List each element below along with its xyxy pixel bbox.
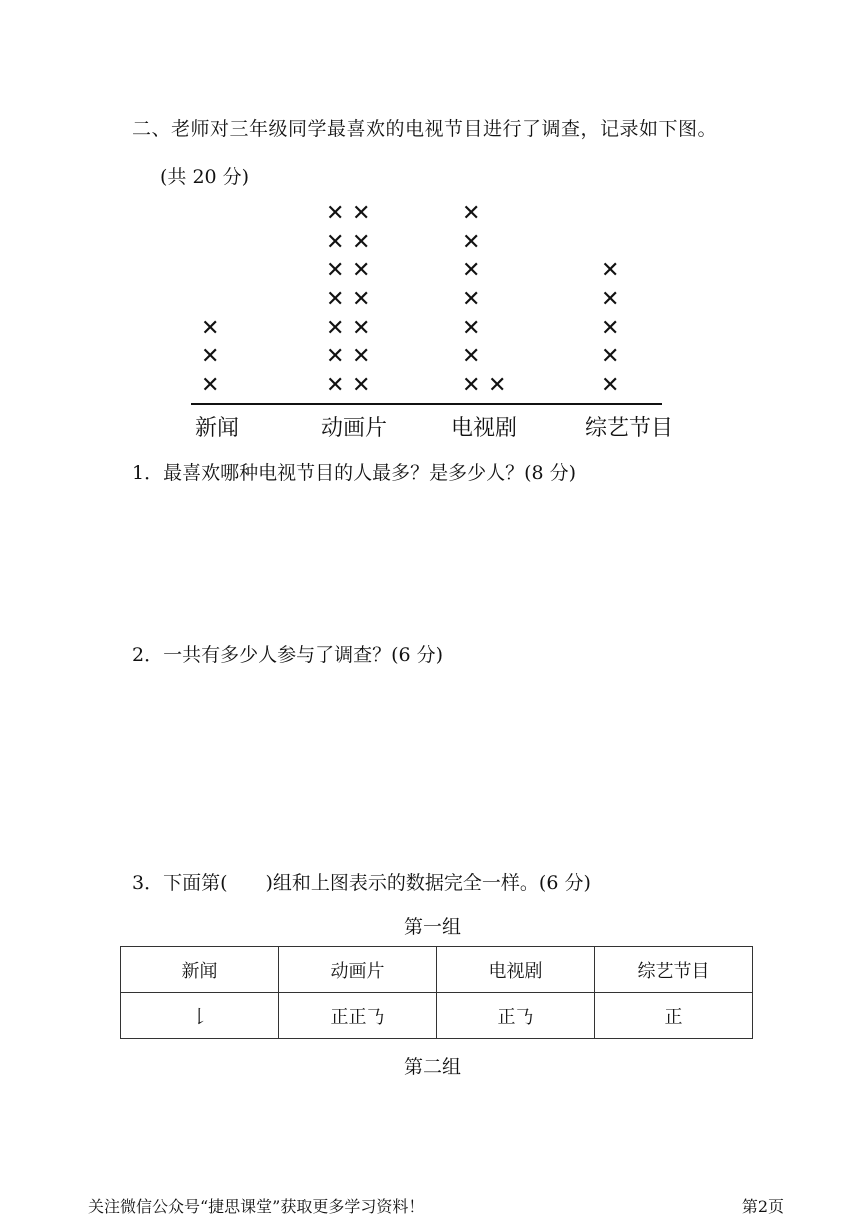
tally-mark: ✕: [462, 315, 481, 341]
table-tally-row: [121, 993, 753, 1039]
tally-mark: ✕: [326, 229, 345, 255]
category-label-cartoon: 动画片: [321, 416, 388, 441]
tally-mark: ✕: [488, 373, 507, 398]
tally-mark: ✕: [326, 344, 345, 370]
tally-mark: ✕: [462, 373, 481, 398]
tally-mark: ✕: [326, 200, 345, 226]
group2-title: 第二组: [404, 1056, 462, 1078]
tally-mark: ✕: [201, 315, 220, 341]
tally-chart: [185, 195, 685, 445]
tally-mark: ✕: [352, 200, 371, 226]
tally-mark: ✕: [352, 258, 371, 284]
sub-question-3: 3．下面第( )组和上图表示的数据完全一样。(6 分): [132, 872, 591, 894]
tally-mark: ✕: [601, 373, 620, 398]
tally-mark: ✕: [326, 373, 345, 398]
footer-promo: 关注微信公众号“捷思课堂”获取更多学习资料！: [88, 1197, 425, 1216]
category-label-news: 新闻: [195, 416, 240, 441]
category-label-variety-show: 综艺节目: [585, 416, 674, 441]
table-header-cell: 电视剧: [437, 947, 595, 993]
table-header-cell: 动画片: [279, 947, 437, 993]
tally-mark: ✕: [352, 373, 371, 398]
category-label-tv-drama: 电视剧: [451, 416, 518, 441]
chart-baseline: [191, 403, 662, 405]
tally-mark: ✕: [462, 286, 481, 312]
table-header-cell: 新闻: [121, 947, 279, 993]
tally-mark: ✕: [462, 200, 481, 226]
tally-mark: ✕: [462, 229, 481, 255]
page-number: 第2页: [741, 1197, 784, 1216]
group1-title: 第一组: [404, 916, 462, 938]
tally-mark: ✕: [352, 315, 371, 341]
tally-cell: 正𠄎: [437, 993, 595, 1039]
tally-cell: 正正𠄎: [279, 993, 437, 1039]
tally-mark: ✕: [326, 286, 345, 312]
tally-mark: ✕: [326, 315, 345, 341]
tally-mark: ✕: [326, 258, 345, 284]
tally-mark: ✕: [352, 229, 371, 255]
table-header-row: [121, 947, 753, 993]
tally-mark: ✕: [201, 373, 220, 398]
group1-table: [120, 946, 753, 1039]
sub-question-1: 1．最喜欢哪种电视节目的人最多？是多少人？(8 分): [132, 462, 577, 484]
tally-cell: 正: [595, 993, 753, 1039]
tally-mark: ✕: [352, 286, 371, 312]
question-points: (共 20 分): [160, 166, 250, 188]
tally-mark: ✕: [601, 258, 620, 284]
tally-mark: ✕: [601, 315, 620, 341]
sub-question-2: 2．一共有多少人参与了调查？(6 分): [132, 644, 444, 666]
tally-mark: ✕: [462, 258, 481, 284]
tally-mark: ✕: [601, 286, 620, 312]
tally-mark: ✕: [601, 344, 620, 370]
tally-mark: ✕: [462, 344, 481, 370]
tally-mark: ✕: [201, 344, 220, 370]
question-heading: 二、老师对三年级同学最喜欢的电视节目进行了调查，记录如下图。: [132, 118, 718, 140]
tally-mark: ✕: [352, 344, 371, 370]
tally-cell: 𠄌: [121, 993, 279, 1039]
table-header-cell: 综艺节目: [595, 947, 753, 993]
